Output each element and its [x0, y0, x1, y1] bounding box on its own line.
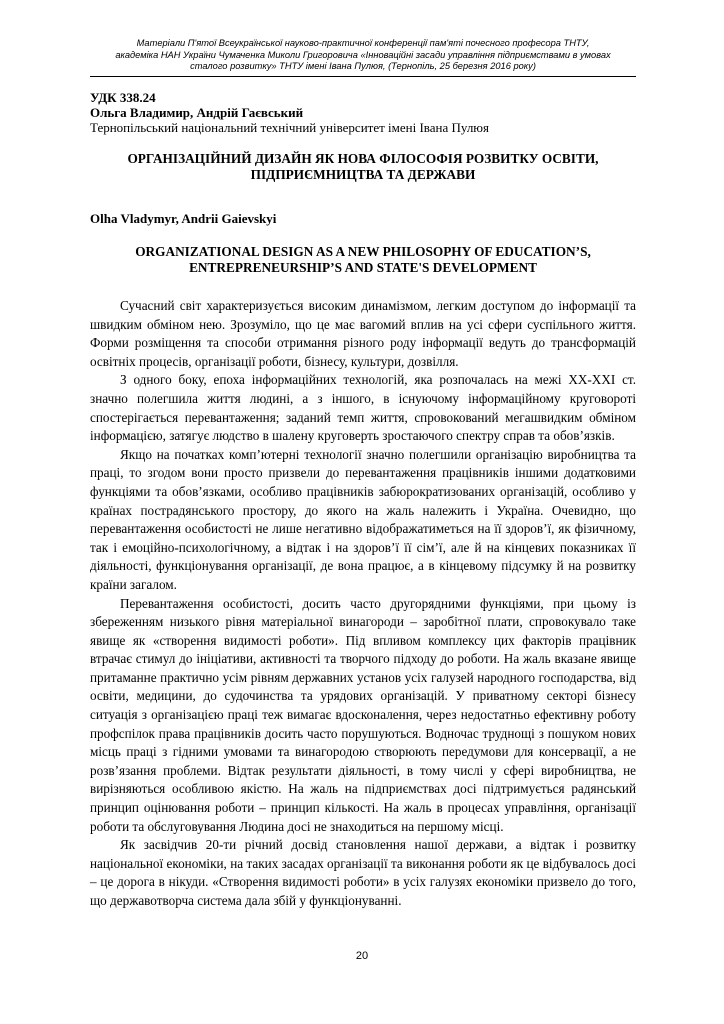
conference-header	[90, 38, 636, 77]
udc-code: УДК 338.24	[90, 90, 156, 105]
title-english: ORGANIZATIONAL DESIGN AS A NEW PHILOSOPHY OF EDUCATION’S, ENTREPRENEURSHIP’S AND STATE'S DEVELOPMENT	[135, 244, 591, 275]
page-number: 20	[355, 950, 369, 962]
paragraph-4: Перевантаження особистості, досить часто другорядними функціями, при цьому із збереженням низького рівня матеріальної винагороди – заробітної плати, спровокувало таке явище як «створення видимості роботи». Під впливом комплексу цих факторів працівник втрачає стимул до ініціативи, активності та творчого підходу до роботи. На жаль вказане явище притаманне практично усім рівням державних установ усіх галузей народного господарства, від освіти, медицини, до судочинства та урядових організацій. У приватному секторі бізнесу ситуація з організацією праці теж вимагає вдосконалення, через недостатньо ефективну роботу профспілок права працівників досить часто порушуються. Водночас труднощі з пошуком нових місць праці з гідними умовами та винагородою створюють передумови для консервації, а не розв’язання проблеми. Відтак результати діяльності, в тому числі у сфері виробництва, не вирізняються особливою якістю. На жаль на підприємствах досі підтримується радянський принцип оцінювання роботи – принцип кількості. На жаль в процесах управління, організації роботи та обслуговування Людина досі не знаходиться на першому місці.	[90, 595, 636, 834]
header-line-1: Матеріали П'ятої Всеукраїнської науково-практичної конференції пам'яті почесного професора ТНТУ,	[136, 38, 590, 48]
article	[90, 90, 636, 911]
header-line-3: сталого розвитку» ТНТУ імені Івана Пулюя, (Тернопіль, 25 березня 2016 року)	[190, 61, 536, 71]
authors-ukrainian: Ольга Владимир, Андрій Гаєвський	[90, 105, 304, 120]
paragraph-1: Сучасний світ характеризується високим динамізмом, легким доступом до інформації та швидким обміном нею. Зрозуміло, що це має вагомий вплив на усі сфери суспільного життя. Форми розміщення та способи отримання різного роду інформації ведуть до трансформацій освітніх процесів, організації роботи, бізнесу, культури, дозвілля.	[90, 298, 636, 369]
paragraph-5: Як засвідчив 20-ти річний досвід становлення нашої держави, а відтак і розвитку національної економіки, на таких засадах організації та виконання роботи як це відбувалось досі – це дорога в нікуди. «Створення видимості роботи» в усіх галузях економіки призвело до того, що державотворча система дала збій у функціонуванні.	[90, 837, 636, 908]
paragraph-3: Якщо на початках комп’ютерні технології значно полегшили організацію виробництва та праці, то згодом вони просто призвели до перевантаження працівників іншими додатковими функціями та обов’язками, особливо працівників забюрократизованих організацій, особливо у країнах пострадянського простору, до якого на жаль належить і Україна. Очевидно, що перевантаження особистості не лише негативно відображатиметься на її здоров’ї, як фізичному, так і емоційно-психологічному, а відтак і на здоров’ї її сім’ї, але й на кінцевих показниках її діяльності, функціонування організації, де вона працює, а в кінцевому підсумку й на розвитку країни загалом.	[90, 446, 636, 592]
article-body	[90, 297, 636, 911]
title-ukrainian: ОРГАНІЗАЦІЙНИЙ ДИЗАЙН ЯК НОВА ФІЛОСОФІЯ РОЗВИТКУ ОСВІТИ, ПІДПРИЄМНИЦТВА ТА ДЕРЖАВИ	[127, 151, 599, 182]
authors-english: Olha Vladymyr, Andrii Gaievskyi	[90, 211, 277, 226]
affiliation: Тернопільський національний технічний університет імені Івана Пулюя	[90, 120, 489, 135]
header-line-2: академіка НАН України Чумаченка Миколи Григоровича «Інноваційні засади управління підприємствами в умовах	[115, 49, 611, 60]
paragraph-2: З одного боку, епоха інформаційних технологій, яка розпочалась на межі XX-XXI ст. значно полегшила життя людині, а з іншого, в існуючому інформаційному круговороті спостерігається перевантаження; заданий темп життя, спровокований мегашвидким обміном інформацією, затягує людство в шалену круговерть зростаючого спектру справ та обов’язків.	[90, 372, 636, 444]
